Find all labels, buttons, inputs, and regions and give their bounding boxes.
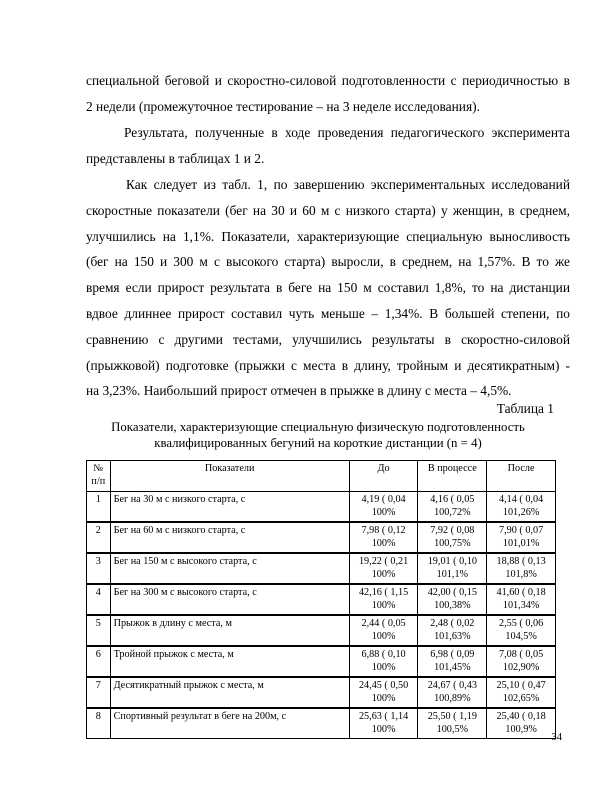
table-header-row [87, 461, 556, 492]
row-during [418, 708, 487, 739]
row-after-percent: 100,9% [505, 724, 537, 735]
row-before-percent: 100% [371, 662, 396, 673]
row-during-value: 24,67 ( 0,43 [427, 680, 477, 691]
row-before-value: 25,63 ( 1,14 [358, 711, 409, 722]
page-number: 34 [551, 732, 562, 743]
row-after [487, 677, 556, 708]
table-row [87, 646, 556, 677]
row-before-percent: 100% [371, 693, 396, 704]
paragraph-1 [86, 68, 570, 120]
row-during [418, 615, 487, 646]
row-during [418, 522, 487, 553]
paragraph-1-line-1: специальной беговой и скоростно-силовой подготовленности с периодичностью в [86, 73, 570, 88]
row-after-value: 18,88 ( 0,13 [496, 556, 546, 567]
paragraph-3-line-2: скоростные показатели (бег на 30 и 60 м с низкого старта) у женщин, в среднем, [86, 202, 570, 218]
row-after-value: 25,10 ( 0,47 [496, 680, 546, 691]
row-after [487, 584, 556, 615]
header-during: В процессе [418, 461, 487, 492]
row-during [418, 553, 487, 584]
row-after-percent: 101,8% [505, 569, 537, 580]
paragraph-3-line-3: улучшились на 1,1%. Показатели, характеризующие специальную выносливость [86, 228, 570, 244]
table-caption-line-1: Показатели, характеризующие специальную физическую подготовленность [111, 420, 525, 434]
row-after-percent: 101,34% [502, 600, 540, 611]
row-after-percent: 101,01% [502, 538, 540, 549]
row-before-value: 42,16 ( 1,15 [358, 587, 409, 598]
row-during-percent: 100,75% [434, 538, 471, 549]
row-after-value: 25,40 ( 0,18 [496, 711, 546, 722]
paragraph-3-line-7: сравнению с другими тестами, улучшились результаты в скоростно-силовой [86, 331, 570, 347]
table-row [87, 492, 556, 523]
row-indicator: Бег на 150 м с высокого старта, с [110, 553, 349, 584]
row-before [349, 553, 418, 584]
row-before-value: 2,44 ( 0,05 [361, 618, 406, 629]
row-during-value: 19,01 ( 0,10 [427, 556, 477, 567]
table-row [87, 677, 556, 708]
row-before-value: 7,98 ( 0,12 [361, 525, 406, 536]
row-before-percent: 100% [371, 538, 396, 549]
paragraph-2-line-1: Результата, полученные в ходе проведения педагогического эксперимента [124, 125, 570, 140]
row-num: 2 [87, 522, 111, 553]
row-before-percent: 100% [371, 569, 396, 580]
row-indicator: Тройной прыжок с места, м [110, 646, 349, 677]
row-after-percent: 104,5% [505, 631, 537, 642]
row-during [418, 492, 487, 523]
paragraph-3-line-5: время если прирост результата в беге на 150 м составил 1,8%, то на дистанции [86, 280, 570, 296]
row-after [487, 553, 556, 584]
row-num: 8 [87, 708, 111, 739]
table-body [87, 492, 556, 739]
table-row [87, 584, 556, 615]
row-during [418, 584, 487, 615]
row-indicator: Бег на 30 м с низкого старта, с [110, 492, 349, 523]
row-during-percent: 100,5% [436, 724, 469, 735]
row-during [418, 646, 487, 677]
paragraph-3 [86, 172, 570, 404]
row-before-percent: 100% [371, 724, 396, 735]
header-num-line-2: п/п [91, 476, 106, 487]
row-before [349, 677, 418, 708]
row-indicator: Бег на 300 м с высокого старта, с [110, 584, 349, 615]
row-during-value: 4,16 ( 0,05 [430, 494, 475, 505]
row-after-percent: 101,26% [502, 507, 540, 518]
row-before [349, 615, 418, 646]
row-during-value: 42,00 ( 0,15 [427, 587, 477, 598]
table-caption-line-2: квалифицированных бегуний на короткие дистанции (n = 4) [154, 435, 482, 450]
table-row [87, 615, 556, 646]
row-after [487, 646, 556, 677]
row-after [487, 522, 556, 553]
row-after-value: 2,55 ( 0,06 [499, 618, 544, 629]
row-during-percent: 100,72% [434, 507, 471, 518]
row-during-percent: 100,89% [434, 693, 471, 704]
header-indicator: Показатели [110, 461, 349, 492]
paragraph-3-line-1: Как следует из табл. 1, по завершению экспериментальных исследований [126, 177, 570, 192]
row-during-value: 2,48 ( 0,02 [430, 618, 475, 629]
row-after-percent: 102,90% [502, 662, 540, 673]
header-after: После [487, 461, 556, 492]
row-num: 7 [87, 677, 111, 708]
row-before [349, 708, 418, 739]
row-num: 4 [87, 584, 111, 615]
row-indicator: Прыжок в длину с места, м [110, 615, 349, 646]
header-num-line-1: № [93, 463, 104, 474]
row-before [349, 492, 418, 523]
paragraph-1-line-2: 2 недели (промежуточное тестирование – на 3 неделе исследования). [86, 98, 480, 114]
row-after-percent: 102,65% [502, 693, 540, 704]
row-before [349, 646, 418, 677]
table-row [87, 522, 556, 553]
row-during [418, 677, 487, 708]
row-num: 3 [87, 553, 111, 584]
row-indicator: Десятикратный прыжок с места, м [110, 677, 349, 708]
results-table [86, 460, 556, 739]
row-after-value: 4,14 ( 0,04 [499, 494, 544, 505]
paragraph-3-line-4: (бег на 150 и 300 м с высокого старта) выросли, в среднем, на 1,57%. В то же [86, 254, 570, 270]
row-num: 1 [87, 492, 111, 523]
row-before-value: 6,88 ( 0,10 [361, 649, 406, 660]
row-before-percent: 100% [371, 600, 396, 611]
row-before-value: 19,22 ( 0,21 [358, 556, 409, 567]
header-before: До [349, 461, 418, 492]
row-before-value: 24,45 ( 0,50 [358, 680, 409, 691]
row-after [487, 615, 556, 646]
row-during-percent: 101,45% [434, 662, 471, 673]
paragraph-3-line-9: на 3,23%. Наибольший прирост отмечен в прыжке в длину с места – 4,5%. [86, 383, 512, 399]
row-indicator: Спортивный результат в беге на 200м, с [110, 708, 349, 739]
row-after [487, 708, 556, 739]
paragraph-2-line-2: представлены в таблицах 1 и 2. [86, 150, 265, 166]
row-during-value: 6,98 ( 0,09 [430, 649, 475, 660]
row-during-percent: 101,1% [436, 569, 469, 580]
row-after [487, 492, 556, 523]
header-num [87, 461, 111, 492]
paragraph-2 [86, 120, 570, 172]
row-during-value: 25,50 ( 1,19 [427, 711, 477, 722]
row-num: 6 [87, 646, 111, 677]
row-num: 5 [87, 615, 111, 646]
row-before [349, 522, 418, 553]
table-caption [90, 420, 546, 451]
table-row [87, 708, 556, 739]
row-before-percent: 100% [371, 507, 396, 518]
table-row [87, 553, 556, 584]
row-during-percent: 100,38% [434, 600, 471, 611]
paragraph-3-line-8: (прыжковой) подготовке (прыжки с места в длину, тройным и десятикратным) - [86, 357, 570, 373]
row-during-value: 7,92 ( 0,08 [430, 525, 475, 536]
row-before [349, 584, 418, 615]
row-after-value: 7,90 ( 0,07 [499, 525, 544, 536]
table-label: Таблица 1 [496, 401, 554, 416]
row-after-value: 41,60 ( 0,18 [496, 587, 546, 598]
row-before-percent: 100% [371, 631, 396, 642]
paragraph-3-line-6: вдвое длиннее прирост составил чуть меньше – 1,34%. В большей степени, по [86, 305, 570, 321]
row-before-value: 4,19 ( 0,04 [361, 494, 406, 505]
row-indicator: Бег на 60 м с низкого старта, с [110, 522, 349, 553]
row-during-percent: 101,63% [434, 631, 471, 642]
row-after-value: 7,08 ( 0,05 [499, 649, 544, 660]
